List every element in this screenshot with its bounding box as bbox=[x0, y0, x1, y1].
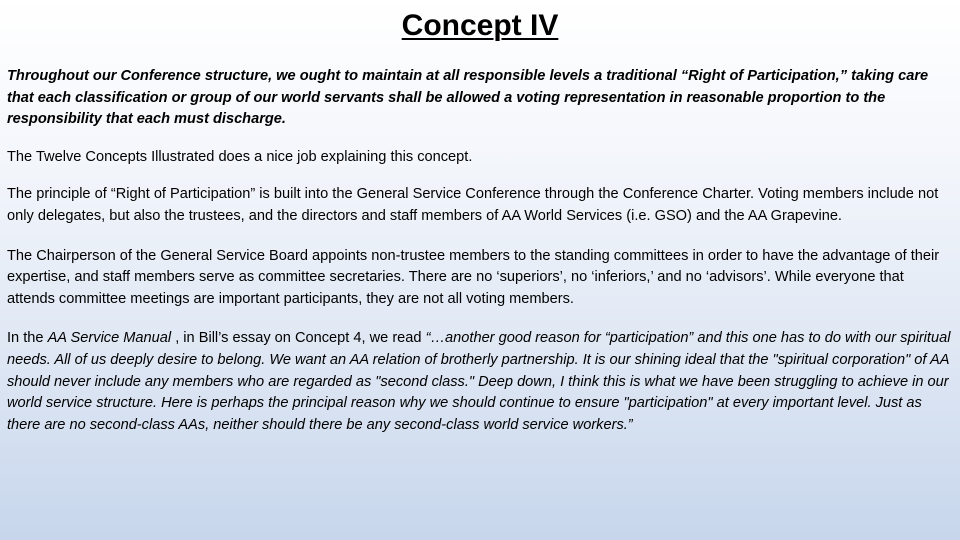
principle-paragraph: The principle of “Right of Participation” is built into the General Service Conference through the Conference Charter. Voting members include not only delegates, but also the trustees, and the directors and staff members of AA World Services (i.e. GSO) and the AA Grapevine. bbox=[7, 186, 939, 224]
concept-statement: Throughout our Conference structure, we ought to maintain at all responsible levels a traditional “Right of Participation,” taking care that each classification or group of our world servants shall be allowed a voting representation in reasonable proportion to the responsibility that each must discharge. bbox=[7, 68, 929, 128]
illustrated-paragraph: The Twelve Concepts Illustrated does a nice job explaining this concept. bbox=[7, 148, 473, 165]
chairperson-paragraph: The Chairperson of the General Service Board appoints non-trustee members to the standing committees in order to have the advantage of their expertise, and staff members serve as committee secretaries. There are no ‘superiors’, no ‘inferiors,’ and no ‘advisors’. While everyone that attends committee meetings are important participants, they are not all voting members. bbox=[7, 247, 940, 307]
slide-title-text: Concept IV bbox=[401, 9, 559, 42]
slide-body bbox=[7, 66, 951, 436]
manual-mid: , in Bill’s essay on Concept 4, we read bbox=[171, 330, 426, 347]
service-manual-paragraph bbox=[7, 328, 951, 436]
manual-quote: “…another good reason for “participation” and this one has to do with our spiritual needs. All of us deeply desire to belong. We want an AA relation of brotherly partnership. It is our shining ideal that the "spiritual corporation" of AA should never include any members who are regarded as "second class." Deep down, I think this is what we have been struggling to achieve in our world service structure. Here is perhaps the principal reason why we should continue to ensure "participation" at every important level. Just as there are no second-class AAs, neither should there be any second-class world service workers.” bbox=[7, 330, 951, 433]
manual-intro: In the bbox=[7, 330, 48, 347]
manual-title: AA Service Manual bbox=[47, 330, 172, 347]
slide-title bbox=[0, 6, 960, 46]
